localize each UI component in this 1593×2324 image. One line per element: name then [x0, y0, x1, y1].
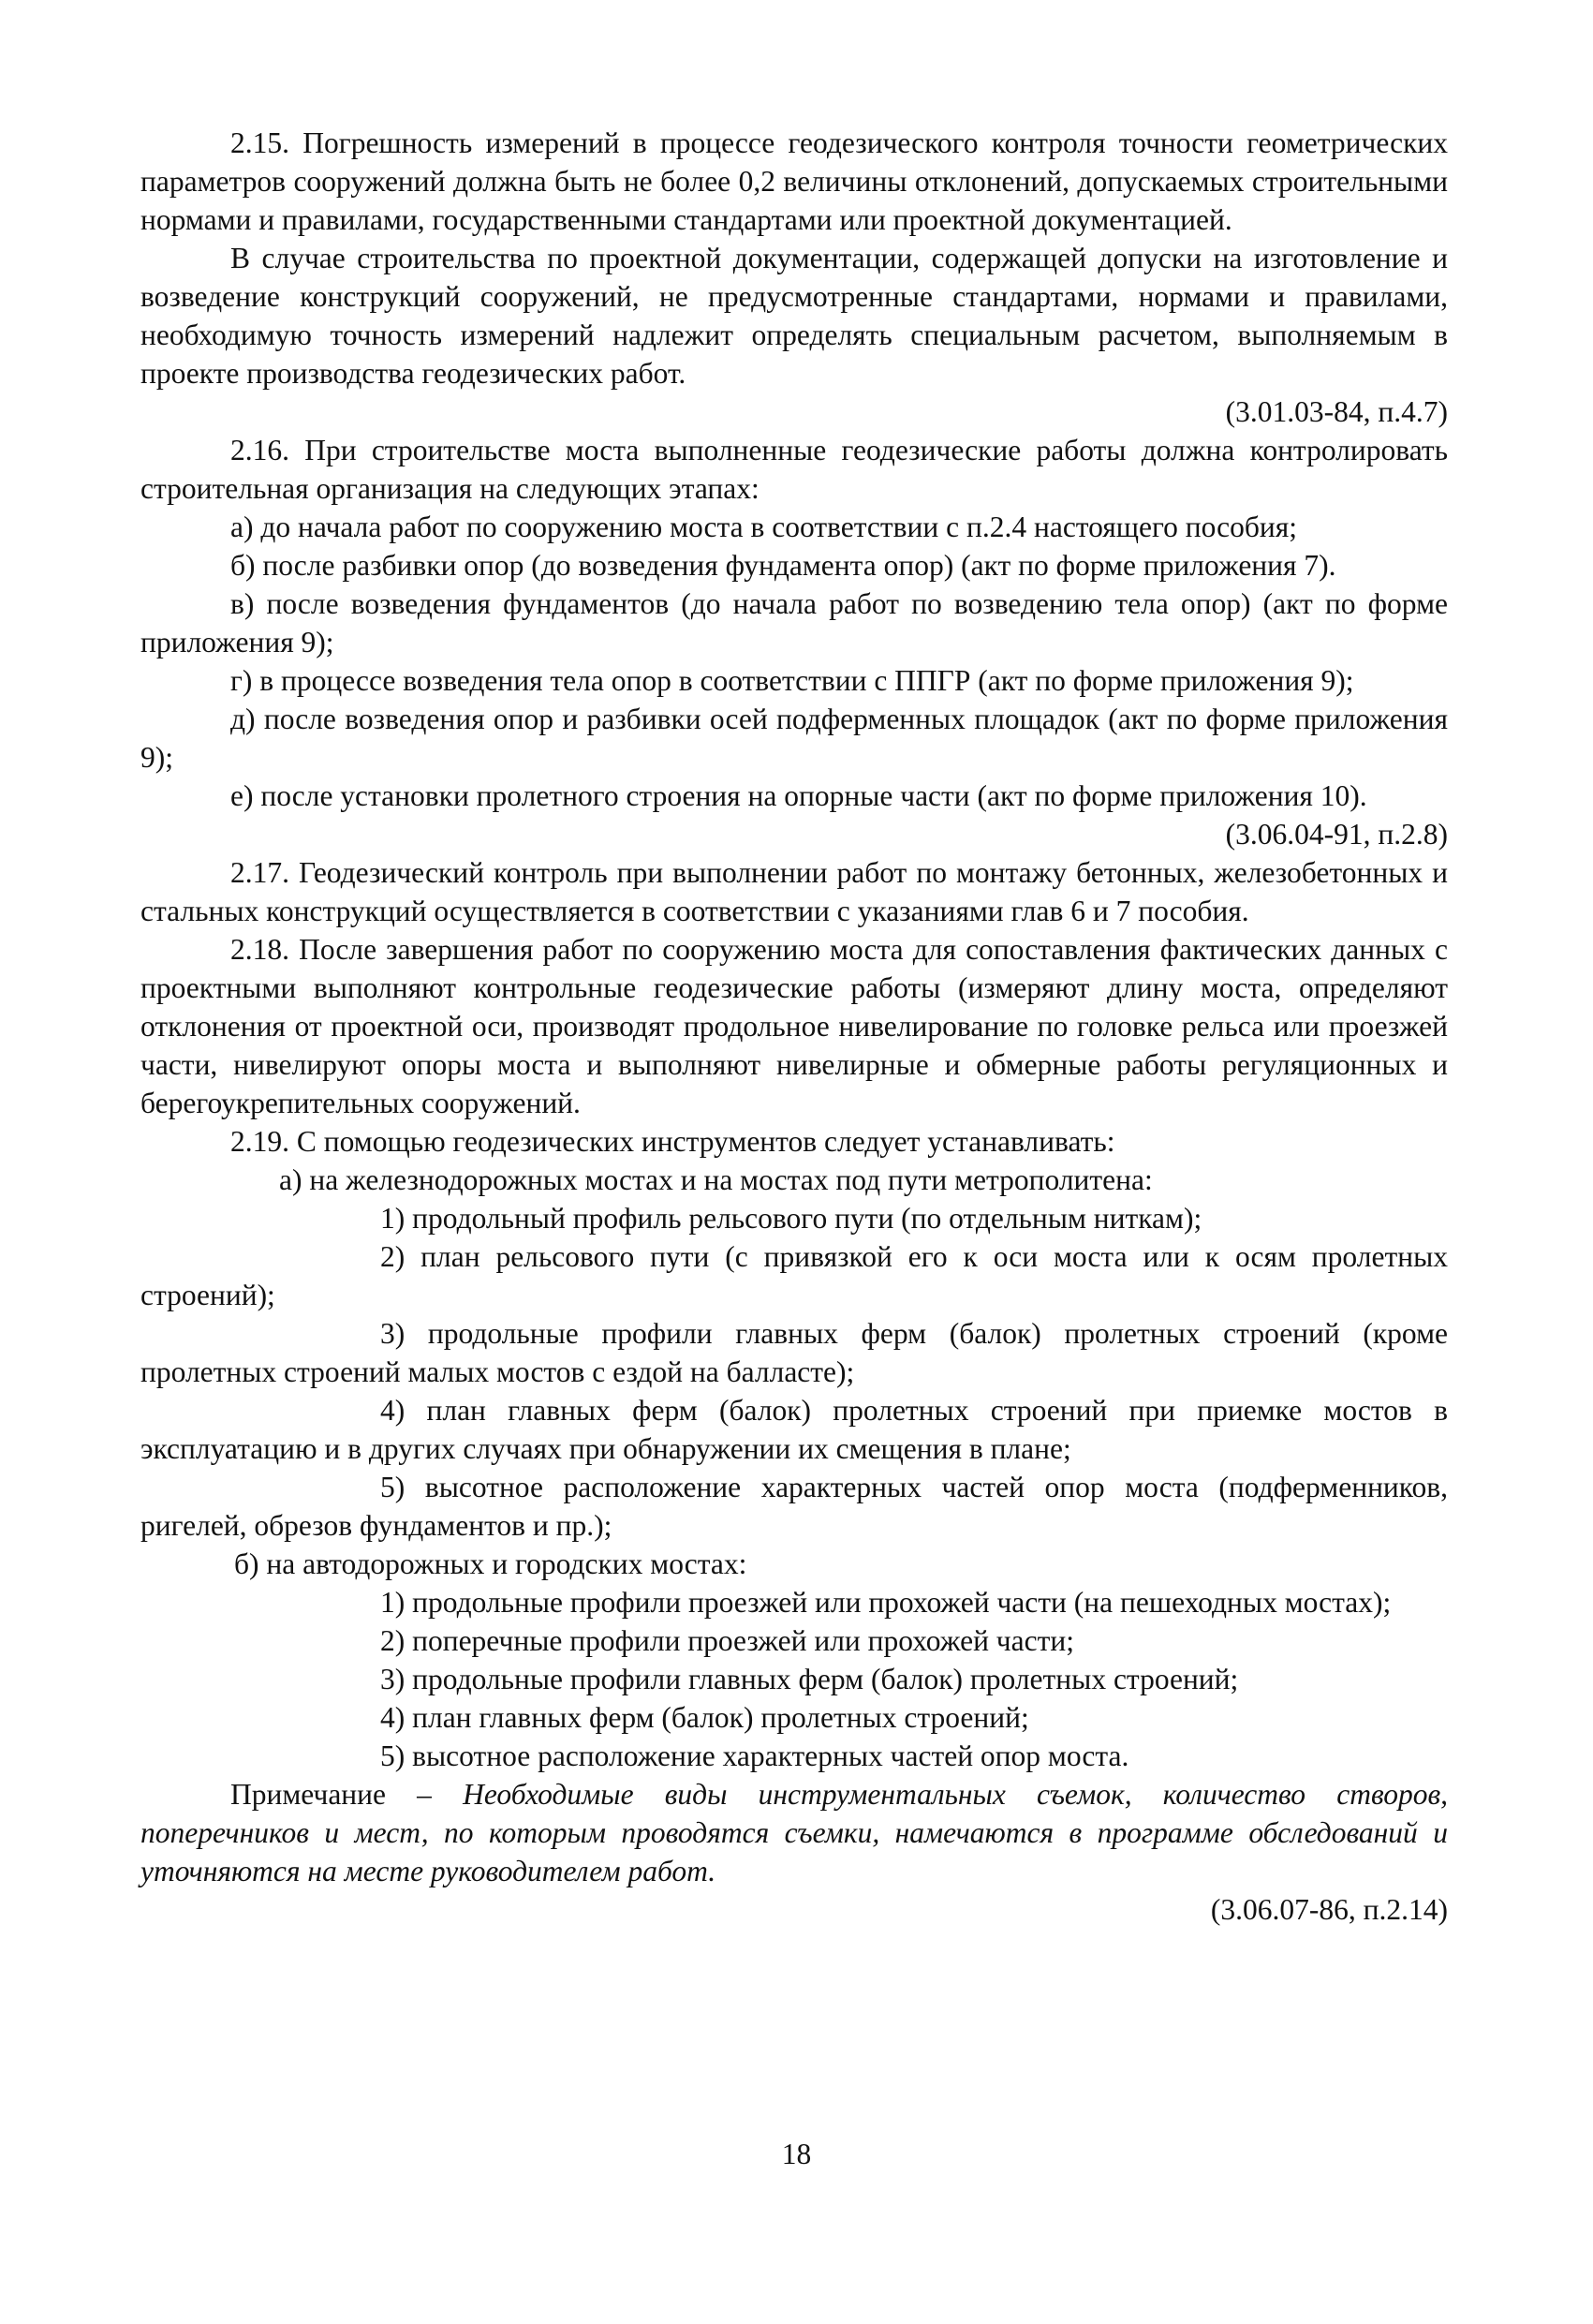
- note-body: – Необходимые виды инструментальных съемок, количество створов, поперечников и мест, по которым проводятся съемки, намечаются в программе обследований и уточняются на месте руководителем работ.: [140, 1778, 1448, 1887]
- note-paragraph: [140, 1775, 1448, 1890]
- list-item-2-16-e: д) после возведения опор и разбивки осей подферменных площадок (акт по форме приложения 9);: [140, 703, 1448, 774]
- list-item-2-19-b: б) на автодорожных и городских мостах:: [234, 1547, 747, 1580]
- reference-3-06-04-91: (3.06.04-91, п.2.8): [1225, 818, 1448, 851]
- note-label: Примечание: [230, 1778, 387, 1811]
- list-item-2-19-a: а) на железнодорожных мостах и на мостах под пути метрополитена:: [279, 1163, 1153, 1196]
- paragraph-2-16: 2.16. При строительстве моста выполненные геодезические работы должна контролировать строительная организация на следующих этапах:: [140, 434, 1448, 505]
- list-item-2-19-b-2: 2) поперечные профили проезжей или прохожей части;: [380, 1624, 1074, 1657]
- paragraph-2-17: 2.17. Геодезический контроль при выполнении работ по монтажу бетонных, железобетонных и стальных конструкций осуществляется в соответствии с указаниями глав 6 и 7 пособия.: [140, 856, 1448, 927]
- list-item-2-16-d: г) в процессе возведения тела опор в соответствии с ППГР (акт по форме приложения 9);: [230, 664, 1354, 697]
- page-number: 18: [781, 2138, 812, 2170]
- list-item-2-19-a-3: 3) продольные профили главных ферм (балок) пролетных строений (кроме пролетных строений малых мостов с ездой на балласте);: [140, 1317, 1448, 1388]
- paragraph-2-18: 2.18. После завершения работ по сооружению моста для сопоставления фактических данных с проектными выполняют контрольные геодезические работы (измеряют длину моста, определяют отклонения от проектной оси, производят продольное нивелирование по головке рельса или проезжей части, нивелируют опоры моста и выполняют нивелирные и обмерные работы регуляционных и берегоукрепительных сооружений.: [140, 933, 1448, 1119]
- list-item-2-19-a-5: 5) высотное расположение характерных частей опор моста (подферменников, ригелей, обрезов фундаментов и пр.);: [140, 1471, 1448, 1542]
- list-item-2-16-c: в) после возведения фундаментов (до начала работ по возведению тела опор) (акт по форме приложения 9);: [140, 587, 1448, 659]
- list-item-2-16-b: б) после разбивки опор (до возведения фундамента опор) (акт по форме приложения 7).: [230, 549, 1336, 582]
- list-item-2-19-a-1: 1) продольный профиль рельсового пути (по отдельным ниткам);: [380, 1202, 1202, 1235]
- reference-3-01-03-84: (3.01.03-84, п.4.7): [1225, 395, 1448, 428]
- list-item-2-19-b-5: 5) высотное расположение характерных частей опор моста.: [380, 1739, 1129, 1772]
- list-item-2-19-b-4: 4) план главных ферм (балок) пролетных строений;: [380, 1701, 1029, 1734]
- reference-3-06-07-86: (3.06.07-86, п.2.14): [1210, 1893, 1448, 1926]
- list-item-2-19-a-2: 2) план рельсового пути (с привязкой его к оси моста или к осям пролетных строений);: [140, 1240, 1448, 1311]
- paragraph-2-19: 2.19. С помощью геодезических инструментов следует устанавливать:: [230, 1125, 1115, 1158]
- list-item-2-16-f: е) после установки пролетного строения на опорные части (акт по форме приложения 10).: [230, 779, 1367, 812]
- list-item-2-16-a: а) до начала работ по сооружению моста в соответствии с п.2.4 настоящего пособия;: [230, 511, 1298, 543]
- paragraph-2-15: 2.15. Погрешность измерений в процессе геодезического контроля точности геометрических параметров сооружений должна быть не более 0,2 величины отклонений, допускаемых строительными нормами и правилами, государственными стандартами или проектной документацией.: [140, 126, 1448, 236]
- paragraph-2-15-continuation: В случае строительства по проектной документации, содержащей допуски на изготовление и возведение конструкций сооружений, не предусмотренные стандартами, нормами и правилами, необходимую точность измерений надлежит определять специальным расчетом, выполняемым в проекте производства геодезических работ.: [140, 242, 1448, 390]
- list-item-2-19-b-1: 1) продольные профили проезжей или прохожей части (на пешеходных мостах);: [380, 1586, 1392, 1619]
- list-item-2-19-a-4: 4) план главных ферм (балок) пролетных строений при приемке мостов в эксплуатацию и в других случаях при обнаружении их смещения в плане;: [140, 1394, 1448, 1465]
- document-page: [140, 124, 1448, 1929]
- list-item-2-19-b-3: 3) продольные профили главных ферм (балок) пролетных строений;: [380, 1663, 1239, 1695]
